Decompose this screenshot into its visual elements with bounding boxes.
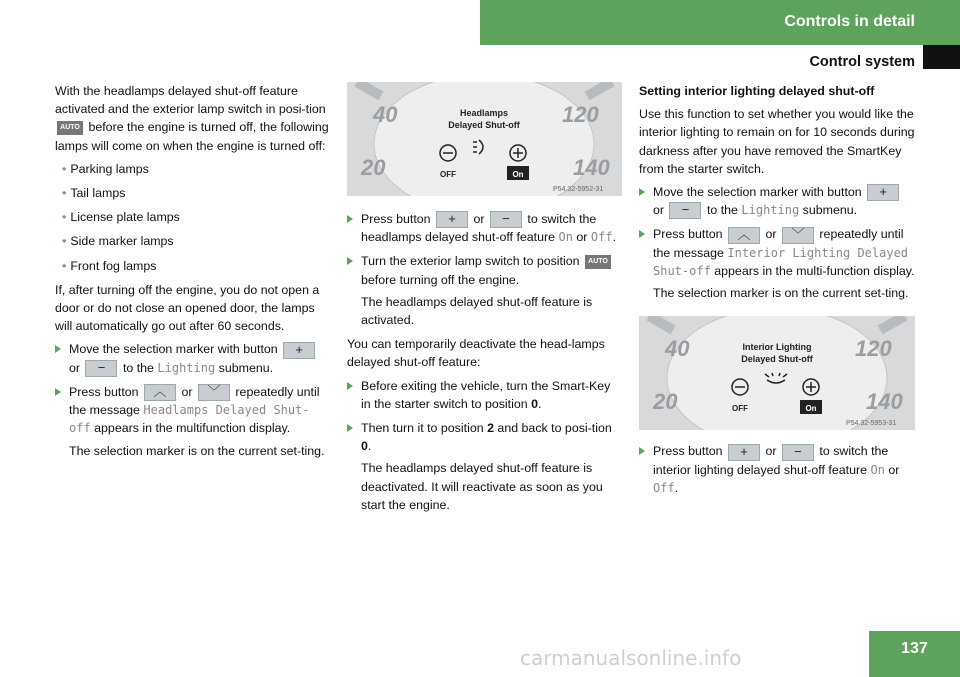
page-number: 137	[901, 640, 928, 657]
step-arrow-icon	[639, 188, 645, 196]
instruction-step: Move the selection marker with button + or − to the Lighting submenu.	[55, 340, 330, 376]
auto-position-icon: AUTO	[57, 121, 83, 135]
chevron-up-key-icon: ︿	[144, 384, 176, 401]
display-subtitle: Delayed Shut-off	[741, 354, 813, 365]
list-item: • Side marker lamps	[62, 234, 174, 249]
off-label: OFF	[732, 404, 748, 414]
gauge-label-120: 120	[855, 336, 892, 362]
figure-code: P54.32-5952-31	[553, 186, 604, 193]
on-label: On	[512, 170, 524, 179]
intro-paragraph: With the headlamps delayed shut-off feature activated and the exterior lamp switch in posi-tion AUTO before the engine is turned off, the following lamps will come on when the engine is turned off:	[55, 84, 329, 153]
on-label: On	[805, 404, 817, 414]
instruction-step: Press button ︿ or ﹀ repeatedly until the message Headlamps Delayed Shut-off appears in the multifunction display. The selection marker is on the current set-ting.	[55, 383, 330, 460]
chapter-header-bar	[480, 0, 960, 45]
watermark: carmanualsonline.info	[520, 646, 742, 670]
list-item: • Tail lamps	[62, 186, 126, 201]
page-number-box	[869, 631, 960, 677]
minus-key-icon: −	[490, 211, 522, 228]
list-item: • Front fog lamps	[62, 258, 157, 273]
gauge-label-140: 140	[573, 155, 610, 180]
gauge-label-140: 140	[866, 389, 903, 415]
minus-key-icon: −	[782, 444, 814, 461]
display-title: Headlamps	[459, 108, 509, 118]
section-tab	[923, 45, 960, 69]
chevron-up-key-icon: ︿	[728, 227, 760, 244]
instruction-step: Turn the exterior lamp switch to position AUTO before turning off the engine. The headlamps delayed shut-off feature is activated.	[347, 252, 622, 329]
instruction-step: Press button + or − to switch the headlamps delayed shut-off feature On or Off.	[347, 210, 622, 246]
figure-code: P54.32-5953-31	[846, 420, 897, 428]
step-arrow-icon	[347, 257, 353, 265]
instruction-step: Press button ︿ or ﹀ repeatedly until the message Interior Lighting Delayed Shut-off appears in the multi-function display. The selection marker is on the current set-ting.	[639, 225, 915, 302]
instruction-step: Move the selection marker with button + or − to the Lighting submenu.	[639, 183, 915, 219]
step-arrow-icon	[347, 424, 353, 432]
instruction-step: Before exiting the vehicle, turn the Smart-Key in the starter switch to position 0.	[347, 377, 622, 413]
step-arrow-icon	[347, 215, 353, 223]
plus-key-icon: +	[728, 444, 760, 461]
step-note: The headlamps delayed shut-off feature is activated.	[361, 294, 593, 328]
minus-key-icon: −	[669, 202, 701, 219]
column-1	[55, 82, 330, 466]
step-note: The selection marker is on the current set-ting.	[653, 286, 909, 301]
section-title: Control system	[809, 54, 915, 70]
column-3	[639, 82, 915, 503]
column-2	[347, 82, 622, 520]
step-arrow-icon	[55, 388, 61, 396]
off-label: OFF	[440, 170, 456, 179]
minus-key-icon: −	[85, 360, 117, 377]
step-note: The selection marker is on the current set-ting.	[69, 443, 325, 458]
instruction-step: Press button + or − to switch the interior lighting delayed shut-off feature On or Off.	[639, 442, 915, 497]
step-arrow-icon	[347, 382, 353, 390]
display-subtitle: Delayed Shut-off	[448, 120, 520, 130]
plus-key-icon: +	[283, 342, 315, 359]
auto-off-paragraph: If, after turning off the engine, you do not open a door or do not close an opened door, the lamps will automatically go out after 60 seconds.	[55, 282, 320, 334]
step-arrow-icon	[639, 447, 645, 455]
section-heading: Setting interior lighting delayed shut-off	[639, 84, 875, 98]
interior-intro-paragraph: Use this function to set whether you would like the interior lighting to remain on for 10 seconds during darkness after you have removed the SmartKey from the starter switch.	[639, 107, 915, 176]
interior-display-figure	[639, 316, 915, 430]
gauge-label-20: 20	[653, 389, 678, 415]
gauge-label-40: 40	[665, 336, 690, 362]
deactivate-paragraph: You can temporarily deactivate the head-lamps delayed shut-off feature:	[347, 337, 605, 370]
list-item: • License plate lamps	[62, 210, 180, 225]
step-arrow-icon	[639, 230, 645, 238]
instruction-step: Then turn it to position 2 and back to posi-tion 0. The headlamps delayed shut-off feature is deactivated. It will reactivate as soon as you start the engine.	[347, 419, 622, 514]
gauge-label-20: 20	[361, 155, 386, 180]
auto-position-icon: AUTO	[585, 255, 611, 269]
headlamps-display-figure	[347, 82, 622, 196]
chevron-down-key-icon: ﹀	[198, 384, 230, 401]
step-note: The headlamps delayed shut-off feature is deactivated. It will reactivate as soon as you start the engine.	[361, 461, 603, 512]
step-arrow-icon	[55, 345, 61, 353]
chevron-down-key-icon: ﹀	[782, 227, 814, 244]
gauge-label-40: 40	[373, 102, 398, 127]
plus-key-icon: +	[436, 211, 468, 228]
plus-key-icon: +	[867, 184, 899, 201]
list-item: • Parking lamps	[62, 161, 149, 176]
chapter-title: Controls in detail	[784, 13, 915, 30]
display-title: Interior Lighting	[742, 342, 812, 353]
gauge-label-120: 120	[562, 102, 599, 127]
